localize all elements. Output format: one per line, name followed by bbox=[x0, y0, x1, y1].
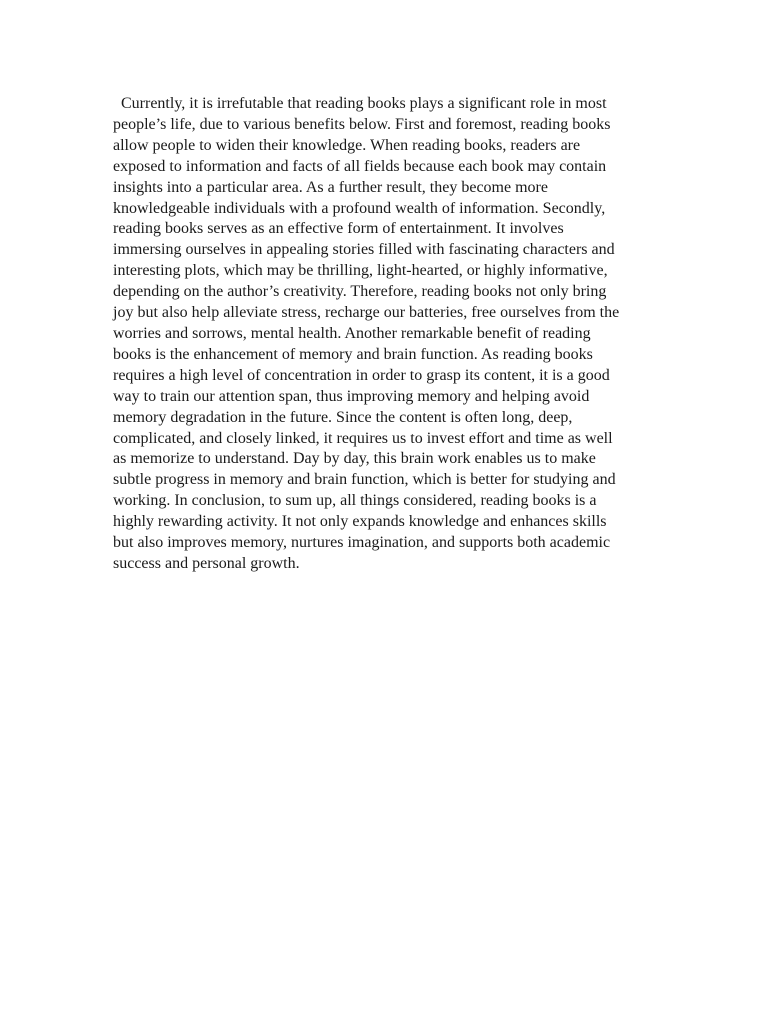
paragraph-line: way to train our attention span, thus improving memory and helping avoid bbox=[113, 387, 590, 405]
paragraph-line: depending on the author’s creativity. Therefore, reading books not only bring bbox=[113, 283, 607, 301]
paragraph-line: subtle progress in memory and brain function, which is better for studying and bbox=[113, 471, 616, 489]
paragraph-line: reading books serves as an effective form of entertainment. It involves bbox=[113, 220, 564, 238]
paragraph-line: requires a high level of concentration in order to grasp its content, it is a good bbox=[113, 366, 610, 384]
paragraph-line: memory degradation in the future. Since the content is often long, deep, bbox=[113, 408, 573, 426]
paragraph-line: insights into a particular area. As a further result, they become more bbox=[113, 178, 548, 196]
paragraph-line: allow people to widen their knowledge. When reading books, readers are bbox=[113, 136, 581, 154]
paragraph-line: highly rewarding activity. It not only expands knowledge and enhances skills bbox=[113, 513, 607, 531]
paragraph-line: exposed to information and facts of all fields because each book may contain bbox=[113, 157, 607, 175]
paragraph-line: immersing ourselves in appealing stories filled with fascinating characters and bbox=[113, 241, 615, 259]
paragraph-line: Currently, it is irrefutable that reading books plays a significant role in most bbox=[113, 95, 607, 112]
paragraph-line: success and personal growth. bbox=[113, 554, 300, 572]
paragraph-line: working. In conclusion, to sum up, all things considered, reading books is a bbox=[113, 492, 597, 510]
paragraph-line: joy but also help alleviate stress, recharge our batteries, free ourselves from the bbox=[113, 304, 620, 322]
paragraph-line: books is the enhancement of memory and brain function. As reading books bbox=[113, 345, 593, 363]
paragraph-line: interesting plots, which may be thrilling, light-hearted, or highly informative, bbox=[113, 262, 608, 280]
essay-paragraph bbox=[113, 94, 673, 575]
paragraph-line: but also improves memory, nurtures imagination, and supports both academic bbox=[113, 534, 611, 552]
paragraph-line: complicated, and closely linked, it requires us to invest effort and time as well bbox=[113, 429, 613, 447]
paragraph-line: worries and sorrows, mental health. Another remarkable benefit of reading bbox=[113, 324, 591, 342]
paragraph-line: as memorize to understand. Day by day, this brain work enables us to make bbox=[113, 450, 596, 468]
paragraph-line: knowledgeable individuals with a profound wealth of information. Secondly, bbox=[113, 199, 606, 217]
paragraph-line: people’s life, due to various benefits below. First and foremost, reading books bbox=[113, 115, 611, 133]
